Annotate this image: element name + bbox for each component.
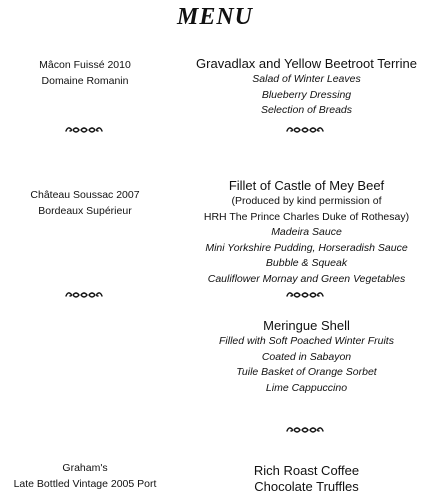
course-starter [183, 56, 430, 119]
scroll-ornament-icon [285, 125, 325, 135]
course-main [183, 178, 430, 287]
dish-truffles: Chocolate Truffles [254, 479, 359, 494]
wine-1-line-1: Mâcon Fuissé 2010 [39, 59, 131, 71]
wine-1-line-2: Domaine Romanin [41, 75, 129, 87]
note-main-4: Cauliflower Mornay and Green Vegetables [207, 272, 406, 285]
wine-3-line-1: Graham's [62, 462, 108, 474]
course-coffee [183, 463, 430, 495]
wine-2 [0, 187, 170, 219]
scroll-ornament-icon [64, 125, 104, 135]
note-dessert-2: Coated in Sabayon [261, 350, 352, 363]
wine-2-line-1: Château Soussac 2007 [30, 189, 140, 201]
wine-3 [0, 460, 170, 492]
note-dessert-4: Lime Cappuccino [265, 381, 348, 394]
dish-coffee: Rich Roast Coffee [253, 463, 360, 478]
note-starter-1: Salad of Winter Leaves [252, 73, 361, 85]
scroll-ornament-icon [285, 290, 325, 300]
note-main-3: Bubble & Squeak [265, 257, 348, 269]
note-dessert-3: Tuile Basket of Orange Sorbet [236, 366, 377, 378]
menu-title: MENU [176, 4, 253, 30]
wine-1 [0, 57, 170, 89]
note-starter-3: Selection of Breads [260, 104, 353, 116]
credit-main-1: (Produced by kind permission of [231, 195, 382, 207]
credit-main-2: HRH The Prince Charles Duke of Rothesay) [203, 210, 410, 223]
course-dessert [183, 318, 430, 396]
wine-3-line-2: Late Bottled Vintage 2005 Port [13, 478, 157, 490]
note-starter-2: Blueberry Dressing [261, 88, 352, 101]
wine-2-line-2: Bordeaux Supérieur [38, 205, 132, 217]
note-main-2: Mini Yorkshire Pudding, Horseradish Sauce [205, 241, 408, 254]
note-dessert-1: Filled with Soft Poached Winter Fruits [219, 335, 394, 347]
scroll-ornament-icon [64, 290, 104, 300]
dish-starter: Gravadlax and Yellow Beetroot Terrine [196, 56, 417, 71]
dish-main: Fillet of Castle of Mey Beef [228, 178, 385, 193]
dish-dessert: Meringue Shell [263, 318, 350, 333]
note-main-1: Madeira Sauce [271, 226, 342, 238]
scroll-ornament-icon [285, 425, 325, 435]
